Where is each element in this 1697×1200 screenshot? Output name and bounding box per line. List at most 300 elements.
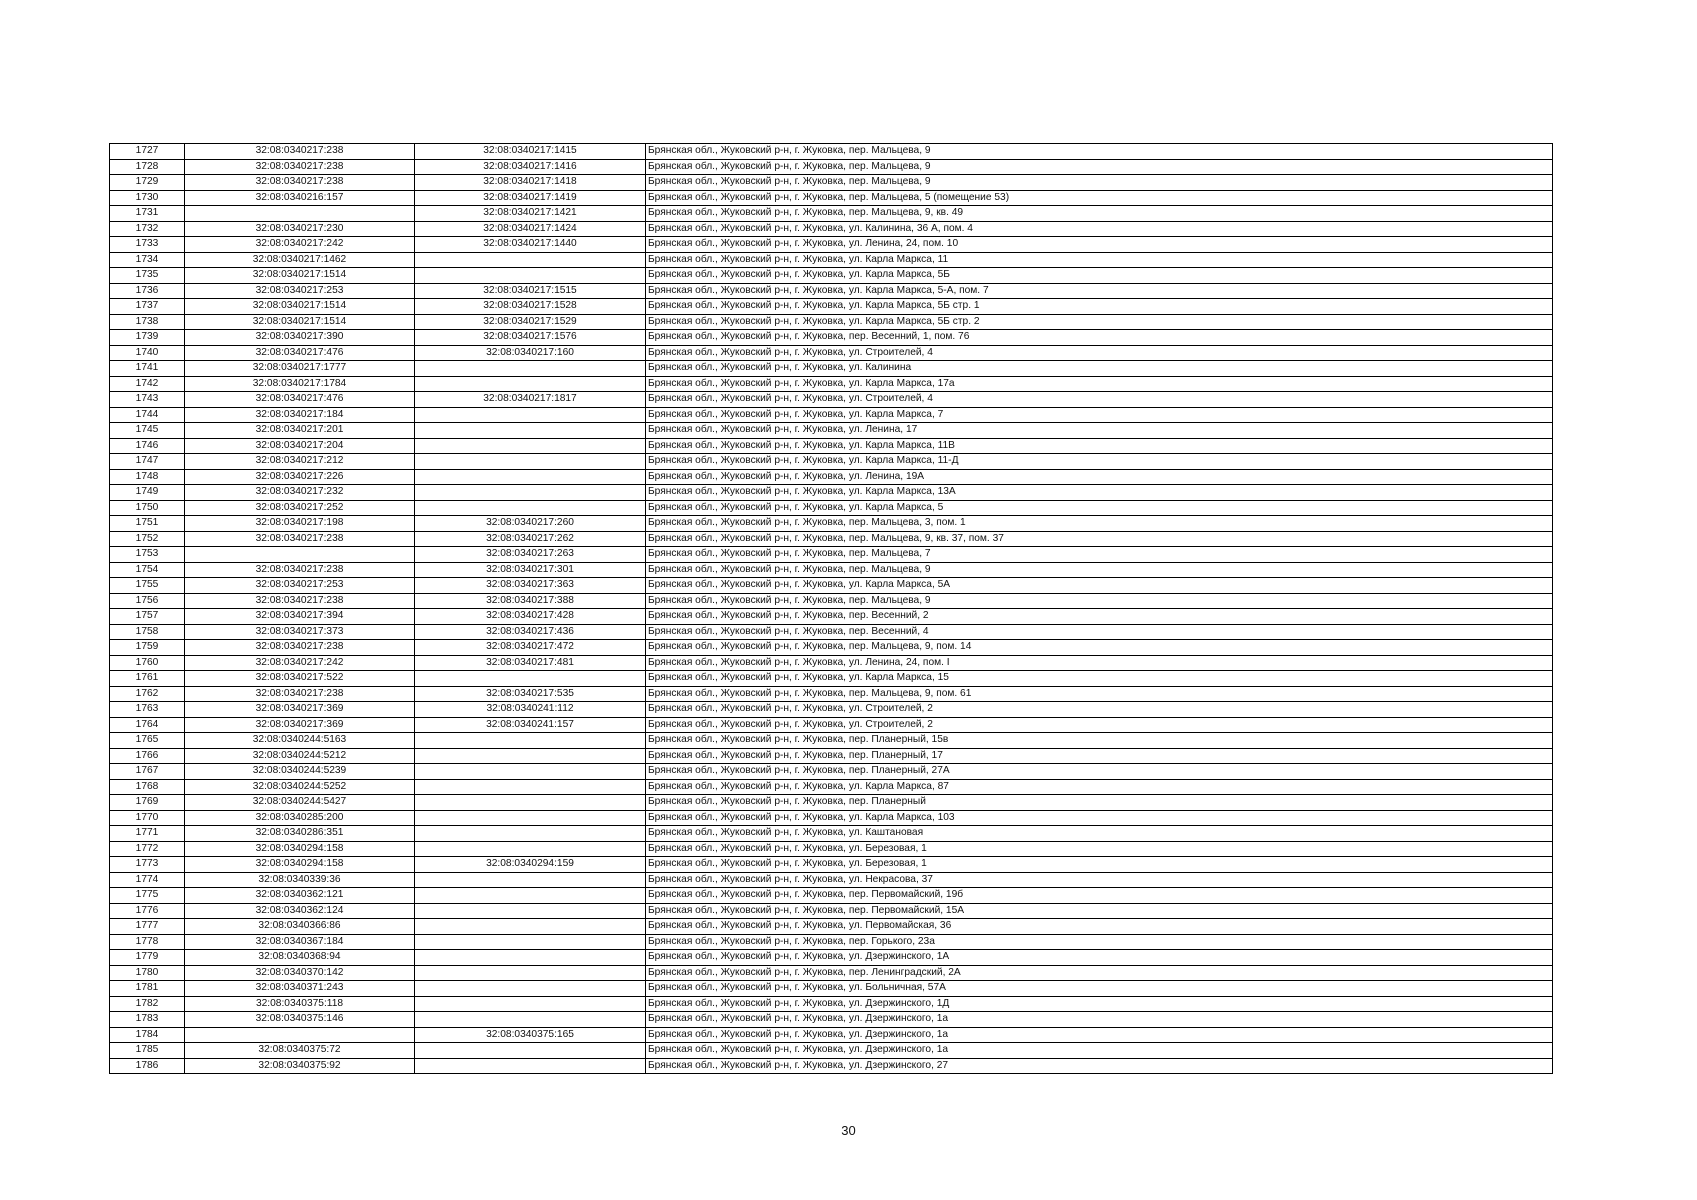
row-number-cell: 1769 — [110, 795, 185, 811]
address-cell: Брянская обл., Жуковский р-н, г. Жуковка, ул. Дзержинского, 1а — [646, 1043, 1553, 1059]
object-number-cell: 32:08:0340217:1421 — [415, 206, 646, 222]
address-cell: Брянская обл., Жуковский р-н, г. Жуковка, ул. Дзержинского, 1Д — [646, 996, 1553, 1012]
table-row — [110, 888, 1553, 904]
row-number-cell: 1748 — [110, 469, 185, 485]
row-number-cell: 1781 — [110, 981, 185, 997]
cadastral-number-cell: 32:08:0340217:226 — [185, 469, 415, 485]
table-row — [110, 531, 1553, 547]
table-row — [110, 516, 1553, 532]
table-row — [110, 469, 1553, 485]
row-number-cell: 1776 — [110, 903, 185, 919]
cadastral-number-cell: 32:08:0340362:121 — [185, 888, 415, 904]
cadastral-number-cell — [185, 547, 415, 563]
row-number-cell: 1768 — [110, 779, 185, 795]
cadastral-number-cell: 32:08:0340217:198 — [185, 516, 415, 532]
cadastral-number-cell: 32:08:0340244:5239 — [185, 764, 415, 780]
address-cell: Брянская обл., Жуковский р-н, г. Жуковка, пер. Планерный, 17 — [646, 748, 1553, 764]
table-row — [110, 717, 1553, 733]
address-cell: Брянская обл., Жуковский р-н, г. Жуковка, пер. Весенний, 2 — [646, 609, 1553, 625]
row-number-cell: 1784 — [110, 1027, 185, 1043]
object-number-cell: 32:08:0340217:436 — [415, 624, 646, 640]
object-number-cell — [415, 500, 646, 516]
object-number-cell — [415, 903, 646, 919]
row-number-cell: 1780 — [110, 965, 185, 981]
address-cell: Брянская обл., Жуковский р-н, г. Жуковка, пер. Планерный, 15в — [646, 733, 1553, 749]
address-cell: Брянская обл., Жуковский р-н, г. Жуковка, пер. Мальцева, 3, пом. 1 — [646, 516, 1553, 532]
row-number-cell: 1770 — [110, 810, 185, 826]
table-row — [110, 500, 1553, 516]
object-number-cell: 32:08:0340217:1415 — [415, 144, 646, 160]
object-number-cell — [415, 826, 646, 842]
address-cell: Брянская обл., Жуковский р-н, г. Жуковка, пер. Мальцева, 9 — [646, 593, 1553, 609]
address-cell: Брянская обл., Жуковский р-н, г. Жуковка, пер. Первомайский, 15А — [646, 903, 1553, 919]
row-number-cell: 1733 — [110, 237, 185, 253]
table-row — [110, 361, 1553, 377]
table-row — [110, 996, 1553, 1012]
address-cell: Брянская обл., Жуковский р-н, г. Жуковка, ул. Больничная, 57А — [646, 981, 1553, 997]
row-number-cell: 1737 — [110, 299, 185, 315]
table-row — [110, 810, 1553, 826]
cadastral-number-cell: 32:08:0340294:158 — [185, 857, 415, 873]
table-row — [110, 733, 1553, 749]
address-cell: Брянская обл., Жуковский р-н, г. Жуковка, пер. Мальцева, 9, пом. 61 — [646, 686, 1553, 702]
address-cell: Брянская обл., Жуковский р-н, г. Жуковка, ул. Ленина, 17 — [646, 423, 1553, 439]
row-number-cell: 1736 — [110, 283, 185, 299]
object-number-cell: 32:08:0340217:388 — [415, 593, 646, 609]
address-cell: Брянская обл., Жуковский р-н, г. Жуковка, ул. Калинина, 36 А, пом. 4 — [646, 221, 1553, 237]
address-cell: Брянская обл., Жуковский р-н, г. Жуковка, ул. Ленина, 24, пом. 10 — [646, 237, 1553, 253]
object-number-cell: 32:08:0340375:165 — [415, 1027, 646, 1043]
object-number-cell: 32:08:0340217:428 — [415, 609, 646, 625]
table-row — [110, 671, 1553, 687]
table-row — [110, 330, 1553, 346]
object-number-cell: 32:08:0340241:157 — [415, 717, 646, 733]
object-number-cell: 32:08:0340217:1440 — [415, 237, 646, 253]
row-number-cell: 1747 — [110, 454, 185, 470]
cadastral-number-cell: 32:08:0340244:5252 — [185, 779, 415, 795]
cadastral-number-cell: 32:08:0340244:5212 — [185, 748, 415, 764]
cadastral-number-cell: 32:08:0340217:238 — [185, 686, 415, 702]
object-number-cell — [415, 1012, 646, 1028]
address-cell: Брянская обл., Жуковский р-н, г. Жуковка, ул. Строителей, 4 — [646, 392, 1553, 408]
table-row — [110, 934, 1553, 950]
cadastral-number-cell: 32:08:0340370:142 — [185, 965, 415, 981]
row-number-cell: 1751 — [110, 516, 185, 532]
row-number-cell: 1744 — [110, 407, 185, 423]
address-cell: Брянская обл., Жуковский р-н, г. Жуковка, пер. Мальцева, 9 — [646, 159, 1553, 175]
table-row — [110, 1027, 1553, 1043]
cadastral-number-cell: 32:08:0340375:146 — [185, 1012, 415, 1028]
row-number-cell: 1771 — [110, 826, 185, 842]
row-number-cell: 1764 — [110, 717, 185, 733]
table-row — [110, 252, 1553, 268]
cadastral-number-cell: 32:08:0340217:369 — [185, 702, 415, 718]
cadastral-number-cell: 32:08:0340217:1514 — [185, 299, 415, 315]
row-number-cell: 1775 — [110, 888, 185, 904]
row-number-cell: 1743 — [110, 392, 185, 408]
table-row — [110, 268, 1553, 284]
address-cell: Брянская обл., Жуковский р-н, г. Жуковка, ул. Ленина, 24, пом. I — [646, 655, 1553, 671]
cadastral-number-cell: 32:08:0340367:184 — [185, 934, 415, 950]
row-number-cell: 1753 — [110, 547, 185, 563]
table-row — [110, 407, 1553, 423]
address-cell: Брянская обл., Жуковский р-н, г. Жуковка, ул. Строителей, 2 — [646, 702, 1553, 718]
object-number-cell — [415, 981, 646, 997]
table-row — [110, 950, 1553, 966]
address-cell: Брянская обл., Жуковский р-н, г. Жуковка, ул. Первомайская, 36 — [646, 919, 1553, 935]
table-row — [110, 144, 1553, 160]
object-number-cell: 32:08:0340217:535 — [415, 686, 646, 702]
row-number-cell: 1774 — [110, 872, 185, 888]
cadastral-number-cell: 32:08:0340217:1462 — [185, 252, 415, 268]
address-cell: Брянская обл., Жуковский р-н, г. Жуковка, ул. Дзержинского, 27 — [646, 1058, 1553, 1074]
object-number-cell — [415, 841, 646, 857]
address-cell: Брянская обл., Жуковский р-н, г. Жуковка, ул. Карла Маркса, 5Б — [646, 268, 1553, 284]
address-cell: Брянская обл., Жуковский р-н, г. Жуковка, ул. Березовая, 1 — [646, 857, 1553, 873]
row-number-cell: 1734 — [110, 252, 185, 268]
table-row — [110, 423, 1553, 439]
table-row — [110, 299, 1553, 315]
cadastral-number-cell: 32:08:0340217:522 — [185, 671, 415, 687]
object-number-cell: 32:08:0340217:1529 — [415, 314, 646, 330]
table-row — [110, 609, 1553, 625]
row-number-cell: 1777 — [110, 919, 185, 935]
address-cell: Брянская обл., Жуковский р-н, г. Жуковка, ул. Строителей, 4 — [646, 345, 1553, 361]
table-row — [110, 438, 1553, 454]
object-number-cell — [415, 748, 646, 764]
row-number-cell: 1760 — [110, 655, 185, 671]
address-cell: Брянская обл., Жуковский р-н, г. Жуковка, ул. Карла Маркса, 103 — [646, 810, 1553, 826]
address-cell: Брянская обл., Жуковский р-н, г. Жуковка, пер. Первомайский, 19б — [646, 888, 1553, 904]
row-number-cell: 1762 — [110, 686, 185, 702]
cadastral-number-cell: 32:08:0340217:212 — [185, 454, 415, 470]
row-number-cell: 1783 — [110, 1012, 185, 1028]
address-cell: Брянская обл., Жуковский р-н, г. Жуковка, пер. Мальцева, 9 — [646, 562, 1553, 578]
cadastral-number-cell: 32:08:0340366:86 — [185, 919, 415, 935]
row-number-cell: 1758 — [110, 624, 185, 640]
object-number-cell — [415, 268, 646, 284]
row-number-cell: 1755 — [110, 578, 185, 594]
table-row — [110, 686, 1553, 702]
cadastral-number-cell: 32:08:0340217:1777 — [185, 361, 415, 377]
object-number-cell: 32:08:0340217:1416 — [415, 159, 646, 175]
row-number-cell: 1766 — [110, 748, 185, 764]
row-number-cell: 1756 — [110, 593, 185, 609]
row-number-cell: 1757 — [110, 609, 185, 625]
table-row — [110, 206, 1553, 222]
address-cell: Брянская обл., Жуковский р-н, г. Жуковка, пер. Планерный, 27А — [646, 764, 1553, 780]
page-number: 30 — [841, 1123, 856, 1138]
table-row — [110, 485, 1553, 501]
row-number-cell: 1739 — [110, 330, 185, 346]
object-number-cell — [415, 764, 646, 780]
cadastral-number-cell: 32:08:0340217:238 — [185, 531, 415, 547]
row-number-cell: 1772 — [110, 841, 185, 857]
object-number-cell: 32:08:0340294:159 — [415, 857, 646, 873]
row-number-cell: 1729 — [110, 175, 185, 191]
row-number-cell: 1763 — [110, 702, 185, 718]
table-row — [110, 624, 1553, 640]
cadastral-number-cell — [185, 1027, 415, 1043]
address-cell: Брянская обл., Жуковский р-н, г. Жуковка, ул. Карла Маркса, 11 — [646, 252, 1553, 268]
row-number-cell: 1727 — [110, 144, 185, 160]
cadastral-number-cell: 32:08:0340362:124 — [185, 903, 415, 919]
cadastral-number-cell: 32:08:0340375:118 — [185, 996, 415, 1012]
cadastral-number-cell: 32:08:0340217:238 — [185, 593, 415, 609]
table-row — [110, 795, 1553, 811]
cadastral-number-cell: 32:08:0340216:157 — [185, 190, 415, 206]
cadastral-number-cell: 32:08:0340217:476 — [185, 392, 415, 408]
row-number-cell: 1749 — [110, 485, 185, 501]
registry-table — [109, 143, 1553, 1074]
row-number-cell: 1761 — [110, 671, 185, 687]
registry-table-body — [110, 144, 1553, 1074]
object-number-cell: 32:08:0340241:112 — [415, 702, 646, 718]
table-row — [110, 190, 1553, 206]
row-number-cell: 1765 — [110, 733, 185, 749]
address-cell: Брянская обл., Жуковский р-н, г. Жуковка, пер. Планерный — [646, 795, 1553, 811]
table-row — [110, 919, 1553, 935]
row-number-cell: 1782 — [110, 996, 185, 1012]
cadastral-number-cell: 32:08:0340217:184 — [185, 407, 415, 423]
table-row — [110, 454, 1553, 470]
table-row — [110, 981, 1553, 997]
table-row — [110, 578, 1553, 594]
address-cell: Брянская обл., Жуковский р-н, г. Жуковка, ул. Карла Маркса, 5 — [646, 500, 1553, 516]
object-number-cell — [415, 485, 646, 501]
object-number-cell — [415, 810, 646, 826]
table-row — [110, 1012, 1553, 1028]
table-row — [110, 903, 1553, 919]
row-number-cell: 1738 — [110, 314, 185, 330]
address-cell: Брянская обл., Жуковский р-н, г. Жуковка, ул. Карла Маркса, 15 — [646, 671, 1553, 687]
address-cell: Брянская обл., Жуковский р-н, г. Жуковка, ул. Карла Маркса, 13А — [646, 485, 1553, 501]
cadastral-number-cell: 32:08:0340339:36 — [185, 872, 415, 888]
object-number-cell: 32:08:0340217:1424 — [415, 221, 646, 237]
object-number-cell: 32:08:0340217:1515 — [415, 283, 646, 299]
cadastral-number-cell: 32:08:0340286:351 — [185, 826, 415, 842]
cadastral-number-cell: 32:08:0340217:476 — [185, 345, 415, 361]
object-number-cell — [415, 1058, 646, 1074]
row-number-cell: 1767 — [110, 764, 185, 780]
object-number-cell: 32:08:0340217:472 — [415, 640, 646, 656]
cadastral-number-cell: 32:08:0340217:230 — [185, 221, 415, 237]
cadastral-number-cell: 32:08:0340217:394 — [185, 609, 415, 625]
cadastral-number-cell: 32:08:0340217:373 — [185, 624, 415, 640]
cadastral-number-cell: 32:08:0340244:5163 — [185, 733, 415, 749]
cadastral-number-cell: 32:08:0340294:158 — [185, 841, 415, 857]
row-number-cell: 1728 — [110, 159, 185, 175]
address-cell: Брянская обл., Жуковский р-н, г. Жуковка, ул. Некрасова, 37 — [646, 872, 1553, 888]
row-number-cell: 1735 — [110, 268, 185, 284]
object-number-cell — [415, 454, 646, 470]
address-cell: Брянская обл., Жуковский р-н, г. Жуковка, ул. Карла Маркса, 87 — [646, 779, 1553, 795]
address-cell: Брянская обл., Жуковский р-н, г. Жуковка, пер. Мальцева, 9, кв. 49 — [646, 206, 1553, 222]
table-row — [110, 748, 1553, 764]
cadastral-number-cell: 32:08:0340375:92 — [185, 1058, 415, 1074]
cadastral-number-cell: 32:08:0340217:238 — [185, 159, 415, 175]
cadastral-number-cell: 32:08:0340217:369 — [185, 717, 415, 733]
object-number-cell: 32:08:0340217:1528 — [415, 299, 646, 315]
row-number-cell: 1786 — [110, 1058, 185, 1074]
cadastral-number-cell: 32:08:0340217:238 — [185, 640, 415, 656]
object-number-cell — [415, 252, 646, 268]
cadastral-number-cell: 32:08:0340285:200 — [185, 810, 415, 826]
table-row — [110, 764, 1553, 780]
cadastral-number-cell: 32:08:0340217:242 — [185, 237, 415, 253]
cadastral-number-cell: 32:08:0340217:238 — [185, 175, 415, 191]
table-row — [110, 175, 1553, 191]
object-number-cell: 32:08:0340217:1817 — [415, 392, 646, 408]
object-number-cell: 32:08:0340217:262 — [415, 531, 646, 547]
table-row — [110, 283, 1553, 299]
table-row — [110, 392, 1553, 408]
table-row — [110, 562, 1553, 578]
address-cell: Брянская обл., Жуковский р-н, г. Жуковка, ул. Калинина — [646, 361, 1553, 377]
object-number-cell — [415, 919, 646, 935]
address-cell: Брянская обл., Жуковский р-н, г. Жуковка, пер. Мальцева, 9, пом. 14 — [646, 640, 1553, 656]
object-number-cell — [415, 888, 646, 904]
object-number-cell — [415, 733, 646, 749]
address-cell: Брянская обл., Жуковский р-н, г. Жуковка, ул. Карла Маркса, 11-Д — [646, 454, 1553, 470]
table-row — [110, 237, 1553, 253]
cadastral-number-cell: 32:08:0340217:252 — [185, 500, 415, 516]
cadastral-number-cell: 32:08:0340217:238 — [185, 562, 415, 578]
object-number-cell — [415, 407, 646, 423]
cadastral-number-cell: 32:08:0340244:5427 — [185, 795, 415, 811]
cadastral-number-cell: 32:08:0340217:201 — [185, 423, 415, 439]
cadastral-number-cell: 32:08:0340217:390 — [185, 330, 415, 346]
table-row — [110, 593, 1553, 609]
address-cell: Брянская обл., Жуковский р-н, г. Жуковка, пер. Мальцева, 9, кв. 37, пом. 37 — [646, 531, 1553, 547]
row-number-cell: 1742 — [110, 376, 185, 392]
row-number-cell: 1740 — [110, 345, 185, 361]
cadastral-number-cell: 32:08:0340217:242 — [185, 655, 415, 671]
address-cell: Брянская обл., Жуковский р-н, г. Жуковка, пер. Весенний, 1, пом. 76 — [646, 330, 1553, 346]
object-number-cell: 32:08:0340217:1419 — [415, 190, 646, 206]
object-number-cell — [415, 423, 646, 439]
address-cell: Брянская обл., Жуковский р-н, г. Жуковка, ул. Карла Маркса, 5Б стр. 1 — [646, 299, 1553, 315]
cadastral-number-cell: 32:08:0340217:1784 — [185, 376, 415, 392]
address-cell: Брянская обл., Жуковский р-н, г. Жуковка, ул. Карла Маркса, 7 — [646, 407, 1553, 423]
address-cell: Брянская обл., Жуковский р-н, г. Жуковка, ул. Каштановая — [646, 826, 1553, 842]
cadastral-number-cell: 32:08:0340217:238 — [185, 144, 415, 160]
row-number-cell: 1754 — [110, 562, 185, 578]
cadastral-number-cell: 32:08:0340368:94 — [185, 950, 415, 966]
object-number-cell: 32:08:0340217:481 — [415, 655, 646, 671]
cadastral-number-cell: 32:08:0340217:1514 — [185, 314, 415, 330]
cadastral-number-cell: 32:08:0340375:72 — [185, 1043, 415, 1059]
cadastral-number-cell: 32:08:0340217:232 — [185, 485, 415, 501]
address-cell: Брянская обл., Жуковский р-н, г. Жуковка, пер. Ленинградский, 2А — [646, 965, 1553, 981]
table-row — [110, 640, 1553, 656]
address-cell: Брянская обл., Жуковский р-н, г. Жуковка, ул. Карла Маркса, 5Б стр. 2 — [646, 314, 1553, 330]
cadastral-number-cell: 32:08:0340217:1514 — [185, 268, 415, 284]
table-row — [110, 345, 1553, 361]
row-number-cell: 1731 — [110, 206, 185, 222]
object-number-cell — [415, 934, 646, 950]
object-number-cell — [415, 376, 646, 392]
row-number-cell: 1785 — [110, 1043, 185, 1059]
object-number-cell — [415, 671, 646, 687]
object-number-cell: 32:08:0340217:363 — [415, 578, 646, 594]
row-number-cell: 1741 — [110, 361, 185, 377]
row-number-cell: 1750 — [110, 500, 185, 516]
address-cell: Брянская обл., Жуковский р-н, г. Жуковка, ул. Дзержинского, 1А — [646, 950, 1553, 966]
object-number-cell — [415, 950, 646, 966]
address-cell: Брянская обл., Жуковский р-н, г. Жуковка, пер. Горького, 23а — [646, 934, 1553, 950]
address-cell: Брянская обл., Жуковский р-н, г. Жуковка, ул. Карла Маркса, 11В — [646, 438, 1553, 454]
object-number-cell — [415, 872, 646, 888]
cadastral-number-cell: 32:08:0340371:243 — [185, 981, 415, 997]
cadastral-number-cell — [185, 206, 415, 222]
table-row — [110, 872, 1553, 888]
row-number-cell: 1746 — [110, 438, 185, 454]
table-row — [110, 965, 1553, 981]
table-row — [110, 376, 1553, 392]
object-number-cell — [415, 996, 646, 1012]
object-number-cell: 32:08:0340217:160 — [415, 345, 646, 361]
object-number-cell — [415, 1043, 646, 1059]
address-cell: Брянская обл., Жуковский р-н, г. Жуковка, ул. Дзержинского, 1а — [646, 1027, 1553, 1043]
object-number-cell: 32:08:0340217:301 — [415, 562, 646, 578]
address-cell: Брянская обл., Жуковский р-н, г. Жуковка, пер. Весенний, 4 — [646, 624, 1553, 640]
address-cell: Брянская обл., Жуковский р-н, г. Жуковка, пер. Мальцева, 5 (помещение 53) — [646, 190, 1553, 206]
address-cell: Брянская обл., Жуковский р-н, г. Жуковка, ул. Карла Маркса, 17а — [646, 376, 1553, 392]
object-number-cell — [415, 779, 646, 795]
row-number-cell: 1779 — [110, 950, 185, 966]
object-number-cell — [415, 361, 646, 377]
object-number-cell: 32:08:0340217:260 — [415, 516, 646, 532]
row-number-cell: 1745 — [110, 423, 185, 439]
table-row — [110, 841, 1553, 857]
address-cell: Брянская обл., Жуковский р-н, г. Жуковка, ул. Дзержинского, 1а — [646, 1012, 1553, 1028]
address-cell: Брянская обл., Жуковский р-н, г. Жуковка, ул. Ленина, 19А — [646, 469, 1553, 485]
table-row — [110, 779, 1553, 795]
address-cell: Брянская обл., Жуковский р-н, г. Жуковка, ул. Карла Маркса, 5-А, пом. 7 — [646, 283, 1553, 299]
address-cell: Брянская обл., Жуковский р-н, г. Жуковка, пер. Мальцева, 9 — [646, 175, 1553, 191]
table-row — [110, 702, 1553, 718]
cadastral-number-cell: 32:08:0340217:253 — [185, 283, 415, 299]
object-number-cell — [415, 965, 646, 981]
table-row — [110, 547, 1553, 563]
table-row — [110, 1058, 1553, 1074]
address-cell: Брянская обл., Жуковский р-н, г. Жуковка, пер. Мальцева, 7 — [646, 547, 1553, 563]
table-row — [110, 857, 1553, 873]
row-number-cell: 1759 — [110, 640, 185, 656]
row-number-cell: 1778 — [110, 934, 185, 950]
address-cell: Брянская обл., Жуковский р-н, г. Жуковка, ул. Березовая, 1 — [646, 841, 1553, 857]
object-number-cell: 32:08:0340217:1576 — [415, 330, 646, 346]
table-row — [110, 1043, 1553, 1059]
object-number-cell — [415, 438, 646, 454]
table-row — [110, 159, 1553, 175]
cadastral-number-cell: 32:08:0340217:253 — [185, 578, 415, 594]
address-cell: Брянская обл., Жуковский р-н, г. Жуковка, ул. Строителей, 2 — [646, 717, 1553, 733]
cadastral-number-cell: 32:08:0340217:204 — [185, 438, 415, 454]
table-row — [110, 221, 1553, 237]
address-cell: Брянская обл., Жуковский р-н, г. Жуковка, ул. Карла Маркса, 5А — [646, 578, 1553, 594]
object-number-cell — [415, 469, 646, 485]
object-number-cell: 32:08:0340217:1418 — [415, 175, 646, 191]
row-number-cell: 1752 — [110, 531, 185, 547]
object-number-cell: 32:08:0340217:263 — [415, 547, 646, 563]
table-row — [110, 314, 1553, 330]
row-number-cell: 1773 — [110, 857, 185, 873]
object-number-cell — [415, 795, 646, 811]
address-cell: Брянская обл., Жуковский р-н, г. Жуковка, пер. Мальцева, 9 — [646, 144, 1553, 160]
row-number-cell: 1730 — [110, 190, 185, 206]
